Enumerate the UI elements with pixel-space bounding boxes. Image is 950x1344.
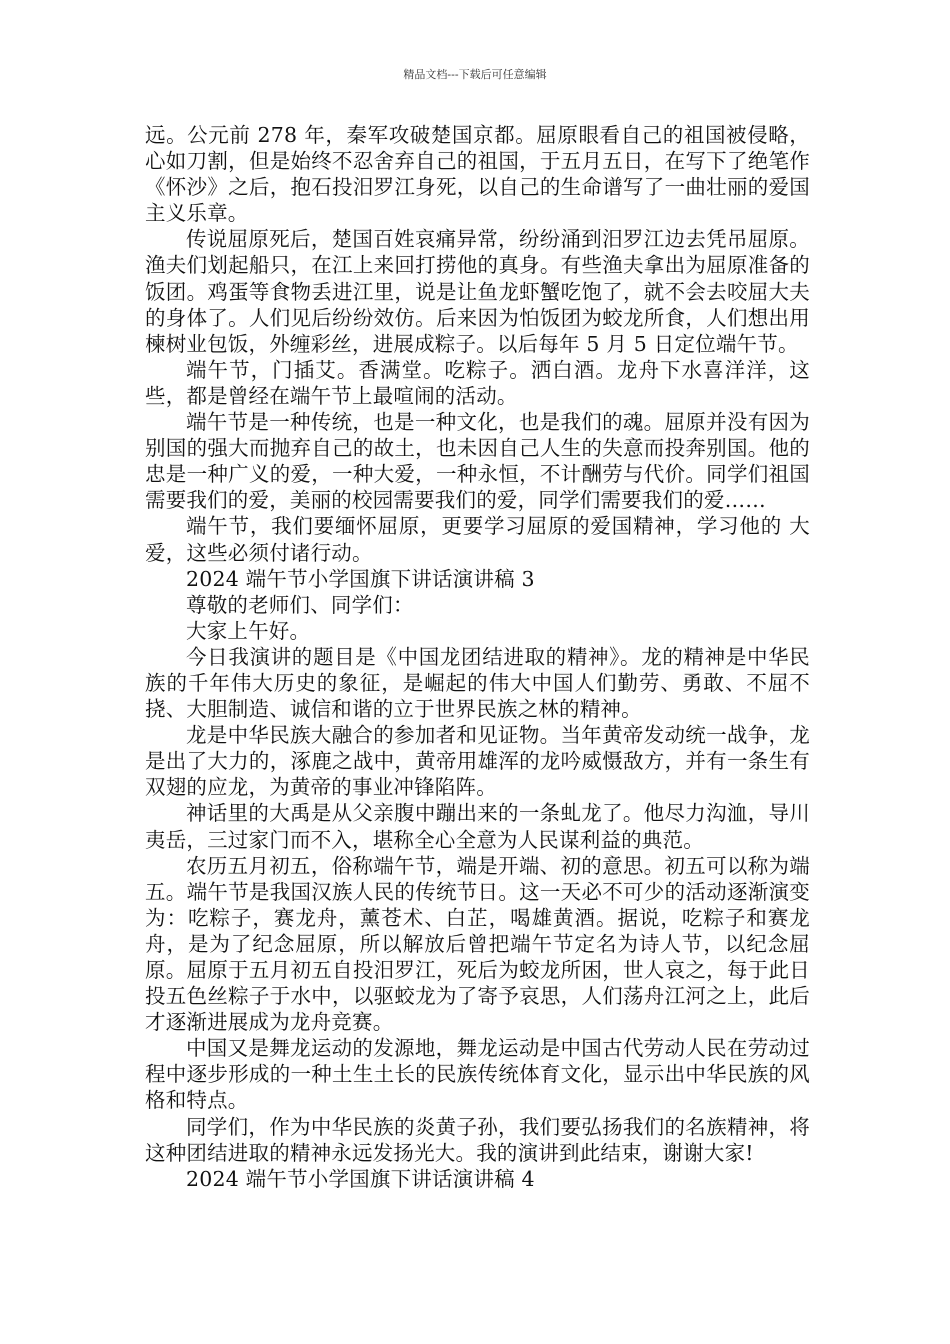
paragraph: 端午节，我们要缅怀屈原，更要学习屈原的爱国精神，学习他的 大爱，这些必须付诸行动。	[145, 514, 810, 565]
paragraph: 远。公元前 278 年，秦军攻破楚国京都。屈原眼看自己的祖国被侵略，心如刀割，但是始终不忍舍弃自己的祖国，于五月五日，在写下了绝笔作《怀沙》之后，抱石投汨罗江身死，以自己的生命谱写了一曲壮丽的爱国主义乐章。	[145, 123, 810, 226]
paragraph: 中国又是舞龙运动的发源地，舞龙运动是中国古代劳动人民在劳动过程中逐步形成的一种土生土长的民族传统体育文化，显示出中华民族的风格和特点。	[145, 1036, 810, 1113]
paragraph: 今日我演讲的题目是《中国龙团结进取的精神》。龙的精神是中华民族的千年伟大历史的象征，是崛起的伟大中国人们勤劳、勇敢、不屈不挠、大胆制造、诚信和谐的立于世界民族之林的精神。	[145, 644, 810, 722]
paragraph: 同学们，作为中华民族的炎黄子孙，我们要弘扬我们的名族精神，将这种团结进取的精神永远发扬光大。我的演讲到此结束，谢谢大家!	[145, 1114, 810, 1165]
paragraph: 尊敬的老师们、同学们：	[186, 592, 414, 617]
paragraph: 传说屈原死后，楚国百姓哀痛异常，纷纷涌到汨罗江边去凭吊屈原。渔夫们划起船只，在江上来回打捞他的真身。有些渔夫拿出为屈原准备的饭团。鸡蛋等食物丢进江里，说是让鱼龙虾蟹吃饱了，就不会去咬屈大夫的身体了。人们见后纷纷效仿。后来因为怕饭团为蛟龙所食，人们想出用楝树业包饭，外缠彩丝，进展成粽子。以后每年 5 月 5 日定位端午节。	[145, 227, 810, 356]
paragraph: 神话里的大禹是从父亲腹中蹦出来的一条虬龙了。他尽力沟洫，导川夷岳，三过家门而不入，堪称全心全意为人民谋利益的典范。	[145, 801, 810, 852]
paragraph: 2024 端午节小学国旗下讲话演讲稿 4	[186, 1166, 535, 1191]
paragraph: 农历五月初五，俗称端午节，端是开端、初的意思。初五可以称为端五。端午节是我国汉族人民的传统节日。这一天必不可少的活动逐渐演变为：吃粽子，赛龙舟，薰苍术、白芷，喝雄黄酒。据说，吃粽子和赛龙舟，是为了纪念屈原，所以解放后曾把端午节定名为诗人节，以纪念屈原。屈原于五月初五自投汨罗江，死后为蛟龙所困，世人哀之，每于此日投五色丝粽子于水中，以驱蛟龙为了寄予哀思，人们荡舟江河之上，此后才逐渐进展成为龙舟竞赛。	[145, 853, 810, 1035]
paragraph: 龙是中华民族大融合的参加者和见证物。当年黄帝发动统一战争，龙是出了大力的，涿鹿之战中，黄帝用雄浑的龙吟威慑敌方，并有一条生有双翅的应龙，为黄帝的事业冲锋陷阵。	[145, 723, 810, 800]
paragraph: 端午节，门插艾。香满堂。吃粽子。洒白酒。龙舟下水喜洋洋，这些，都是曾经在端午节上最喧闹的活动。	[145, 357, 810, 408]
paragraph: 2024 端午节小学国旗下讲话演讲稿 3	[186, 566, 535, 591]
paragraph: 端午节是一种传统，也是一种文化，也是我们的魂。屈原并没有因为别国的强大而抛弃自己的故土，也未因自己人生的失意而投奔别国。他的忠是一种广义的爱，一种大爱，一种永恒，不计酬劳与代价。同学们祖国需要我们的爱，美丽的校园需要我们的爱，同学们需要我们的爱……	[145, 410, 810, 513]
page-header: 精品文档---下载后可任意编辑	[403, 68, 547, 81]
paragraph: 大家上午好。	[186, 618, 311, 643]
document-body	[145, 122, 810, 1192]
